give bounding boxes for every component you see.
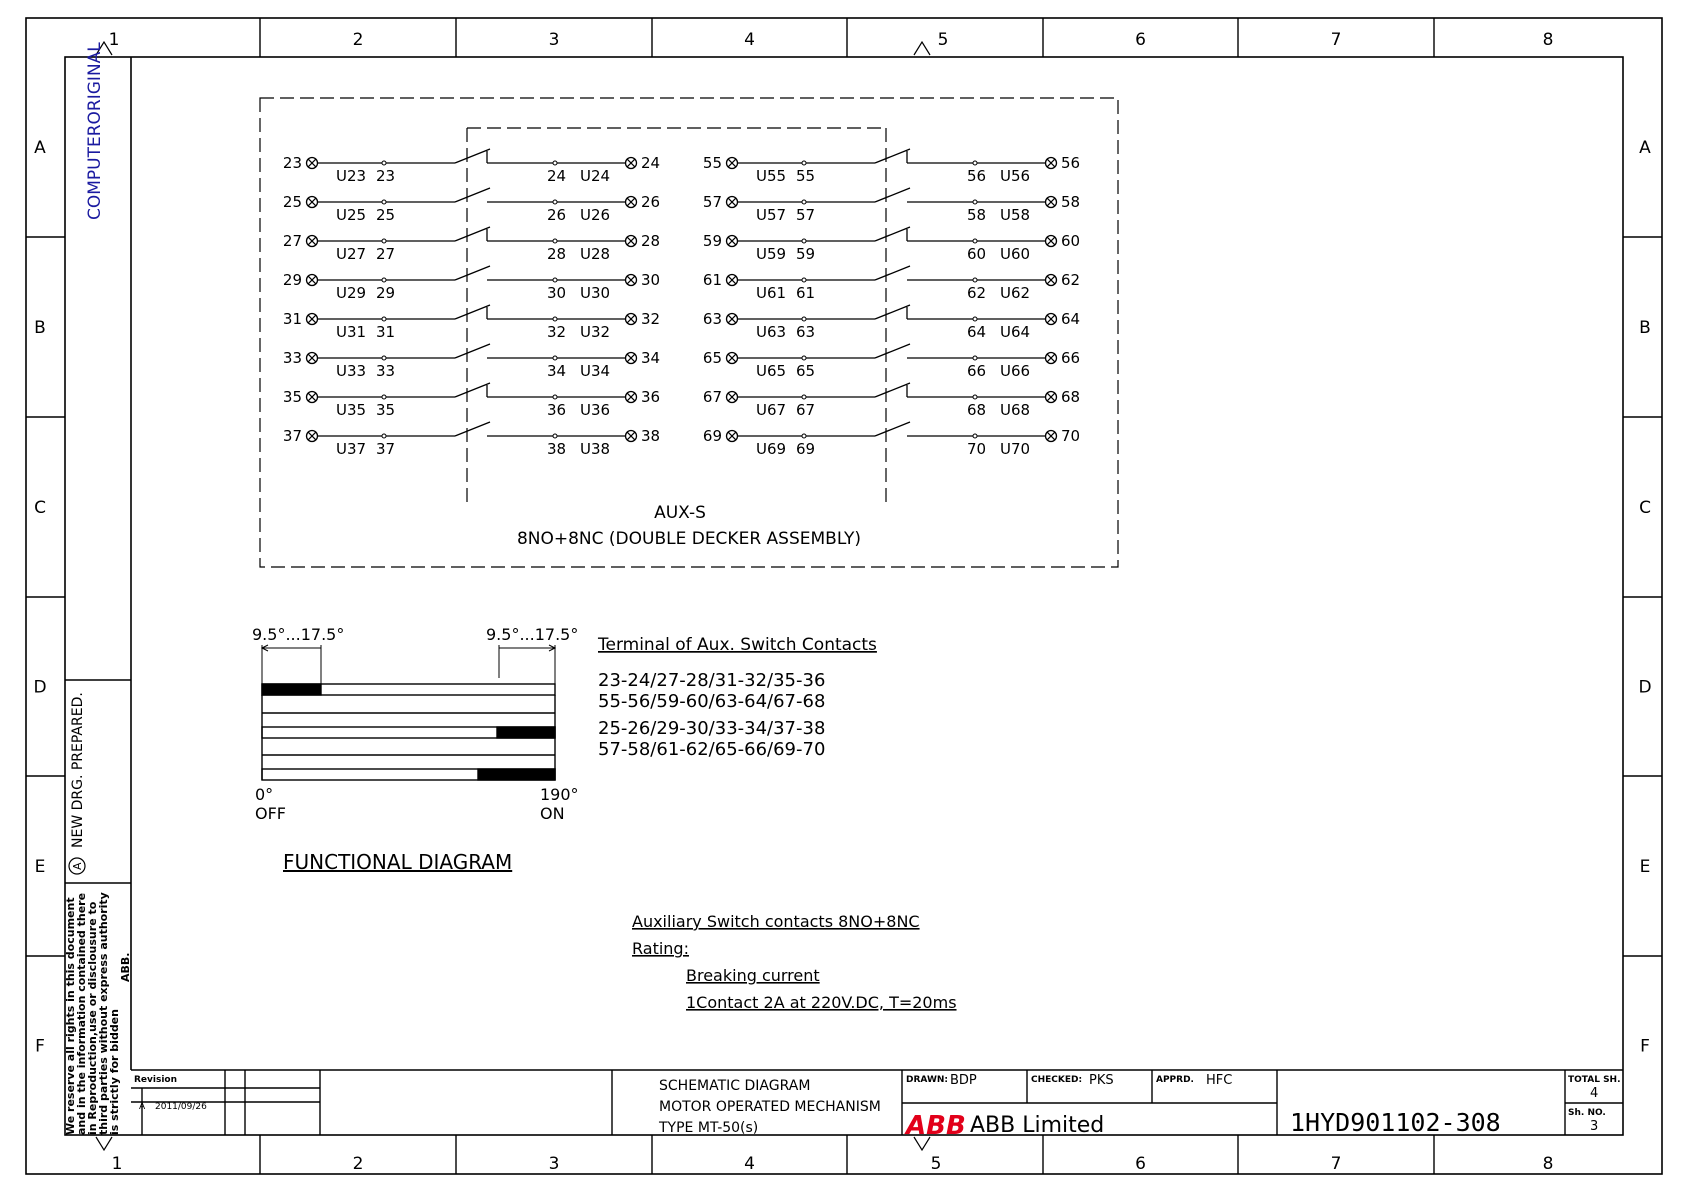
description-line-2: MOTOR OPERATED MECHANISM <box>659 1099 881 1115</box>
pin-label: 62 <box>967 284 987 302</box>
end-label: ON <box>540 804 565 823</box>
copyright-line: is strictly for bidden <box>108 1009 121 1135</box>
sheet-no-label: Sh. NO. <box>1568 1108 1606 1118</box>
terminal-heading: Terminal of Aux. Switch Contacts <box>598 635 877 655</box>
wire-label: U69 <box>756 440 787 458</box>
terminal-line-2: 55-56/59-60/63-64/67-68 <box>598 691 826 712</box>
terminal-number: 60 <box>1061 232 1081 250</box>
bar-3-fill <box>478 769 555 780</box>
column-label-bottom: 8 <box>1542 1154 1554 1174</box>
terminal-number: 26 <box>641 193 661 211</box>
wire-label: U34 <box>580 362 611 380</box>
row-markers-left <box>26 138 65 1057</box>
wire-label: U33 <box>336 362 367 380</box>
copyright-line: ABB. <box>119 952 132 982</box>
pin-label: 28 <box>547 245 567 263</box>
pin-label: 37 <box>376 440 396 458</box>
revision-mark: A <box>71 862 84 870</box>
pin-label: 36 <box>547 401 567 419</box>
wire-label: U55 <box>756 167 787 185</box>
terminal-number: 59 <box>702 232 722 250</box>
total-sheets: 4 <box>1590 1086 1599 1101</box>
wire-label: U31 <box>336 323 367 341</box>
column-label-top: 2 <box>352 30 364 50</box>
revision-date: 2011/09/26 <box>155 1102 207 1112</box>
terminal-number: 29 <box>282 271 302 289</box>
terminal-number: 55 <box>702 154 722 172</box>
wire-label: U28 <box>580 245 611 263</box>
wire-label: U25 <box>336 206 367 224</box>
total-sheets-label: TOTAL SH. <box>1568 1075 1621 1085</box>
terminal-number: 58 <box>1061 193 1081 211</box>
revision-header: Revision <box>134 1075 178 1085</box>
terminal-table <box>597 635 877 760</box>
pin-label: 63 <box>796 323 816 341</box>
terminal-number: 25 <box>282 193 302 211</box>
terminal-number: 70 <box>1061 427 1081 445</box>
wire-label: U23 <box>336 167 367 185</box>
dim-left: 9.5°...17.5° <box>252 625 345 644</box>
description-line-1: SCHEMATIC DIAGRAM <box>659 1078 811 1094</box>
copyright-line: We reserve all rights in this document <box>64 897 77 1135</box>
bar-2-fill <box>497 727 555 738</box>
wire-label: U56 <box>1000 167 1031 185</box>
row-label-left: E <box>34 857 46 877</box>
side-strip <box>64 42 132 1135</box>
description-line-3: TYPE MT-50(s) <box>659 1120 759 1136</box>
approved-value: HFC <box>1206 1073 1233 1088</box>
terminal-number: 30 <box>641 271 661 289</box>
terminal-number: 35 <box>282 388 302 406</box>
row-label-left: F <box>35 1036 45 1057</box>
terminal-number: 65 <box>702 349 722 367</box>
terminal-number: 27 <box>282 232 302 250</box>
checked-value: PKS <box>1089 1073 1114 1088</box>
column-label-bottom: 2 <box>352 1154 364 1174</box>
terminal-number: 56 <box>1061 154 1081 172</box>
terminal-number: 31 <box>282 310 302 328</box>
terminal-number: 62 <box>1061 271 1081 289</box>
pin-label: 38 <box>547 440 567 458</box>
row-label-left: C <box>34 498 46 518</box>
computeroriginal-stamp: COMPUTERORIGINAL <box>85 42 105 220</box>
terminal-number: 57 <box>702 193 722 211</box>
wire-label: U65 <box>756 362 787 380</box>
drawing-number: 1HYD901102-308 <box>1290 1108 1501 1137</box>
wire-label: U58 <box>1000 206 1031 224</box>
terminal-number: 33 <box>282 349 302 367</box>
sheet-no: 3 <box>1590 1119 1599 1134</box>
column-label-top: 8 <box>1542 30 1554 50</box>
wire-label: U62 <box>1000 284 1031 302</box>
wire-label: U37 <box>336 440 367 458</box>
wire-label: U70 <box>1000 440 1031 458</box>
functional-diagram <box>252 625 579 874</box>
column-label-top: 4 <box>744 30 755 50</box>
pin-label: 23 <box>376 167 396 185</box>
pin-label: 30 <box>547 284 567 302</box>
row-label-right: A <box>1639 138 1651 158</box>
column-label-bottom: 6 <box>1135 1154 1146 1174</box>
terminal-number: 66 <box>1061 349 1081 367</box>
terminal-line-3: 25-26/29-30/33-34/37-38 <box>598 718 826 739</box>
column-label-bottom: 1 <box>111 1154 123 1174</box>
row-label-left: A <box>34 138 46 158</box>
wire-label: U61 <box>756 284 787 302</box>
column-markers-top <box>109 18 1554 57</box>
wire-label: U64 <box>1000 323 1031 341</box>
pin-label: 59 <box>796 245 816 263</box>
checked-label: CHECKED: <box>1031 1075 1083 1085</box>
rating-line-3: Breaking current <box>686 966 820 985</box>
row-label-right: D <box>1638 677 1652 698</box>
wire-label: U57 <box>756 206 787 224</box>
revision-note: NEW DRG. PREPARED. <box>70 692 86 848</box>
aux-switch-contacts <box>283 149 1080 458</box>
wire-label: U38 <box>580 440 611 458</box>
pin-label: 25 <box>376 206 396 224</box>
pin-label: 67 <box>796 401 816 419</box>
terminal-number: 28 <box>641 232 661 250</box>
start-label: OFF <box>255 804 286 823</box>
pin-label: 70 <box>967 440 987 458</box>
wire-label: U29 <box>336 284 367 302</box>
pin-label: 56 <box>967 167 987 185</box>
rating-line-2: Rating: <box>632 939 689 958</box>
column-label-top: 7 <box>1330 30 1342 50</box>
pin-label: 32 <box>547 323 567 341</box>
aux-subtitle: 8NO+8NC (DOUBLE DECKER ASSEMBLY) <box>516 529 862 549</box>
wire-label: U36 <box>580 401 611 419</box>
pin-label: 66 <box>967 362 987 380</box>
start-angle: 0° <box>255 785 274 804</box>
terminal-number: 68 <box>1061 388 1081 406</box>
terminal-line-4: 57-58/61-62/65-66/69-70 <box>598 739 826 760</box>
terminal-number: 34 <box>641 349 661 367</box>
terminal-number: 64 <box>1061 310 1081 328</box>
column-label-top: 5 <box>937 30 949 50</box>
rating-line-1: Auxiliary Switch contacts 8NO+8NC <box>632 912 920 931</box>
revision-letter: A <box>139 1102 146 1112</box>
column-label-bottom: 7 <box>1330 1154 1342 1174</box>
functional-diagram-title: FUNCTIONAL DIAGRAM <box>283 850 513 874</box>
pin-label: 58 <box>967 206 987 224</box>
terminal-number: 63 <box>702 310 722 328</box>
pin-label: 57 <box>796 206 816 224</box>
wire-label: U59 <box>756 245 787 263</box>
wire-label: U24 <box>580 167 611 185</box>
row-label-right: C <box>1639 498 1651 518</box>
pin-label: 64 <box>967 323 987 341</box>
terminal-number: 37 <box>282 427 302 445</box>
pin-label: 26 <box>547 206 567 224</box>
terminal-line-1: 23-24/27-28/31-32/35-36 <box>598 670 826 691</box>
drawn-label: DRAWN: <box>906 1075 949 1085</box>
contact-bars <box>262 684 555 780</box>
wire-label: U26 <box>580 206 611 224</box>
terminal-number: 38 <box>641 427 661 445</box>
pin-label: 61 <box>796 284 816 302</box>
terminal-number: 36 <box>641 388 661 406</box>
wire-label: U63 <box>756 323 787 341</box>
pin-label: 65 <box>796 362 816 380</box>
pin-label: 27 <box>376 245 396 263</box>
pin-label: 29 <box>376 284 396 302</box>
row-markers-right <box>1623 138 1662 1057</box>
end-angle: 190° <box>540 785 579 804</box>
pin-label: 60 <box>967 245 987 263</box>
column-markers-bottom <box>112 1135 1554 1174</box>
rating-block <box>632 912 957 1012</box>
pin-label: 24 <box>547 167 567 185</box>
wire-label: U30 <box>580 284 611 302</box>
column-label-bottom: 4 <box>744 1154 755 1174</box>
dim-right: 9.5°...17.5° <box>486 625 579 644</box>
row-label-left: D <box>33 677 47 698</box>
row-label-left: B <box>34 318 46 338</box>
title-block <box>131 1070 1623 1141</box>
pin-label: 31 <box>376 323 396 341</box>
column-label-top: 1 <box>108 30 120 50</box>
column-label-bottom: 3 <box>548 1154 560 1174</box>
terminal-number: 61 <box>702 271 722 289</box>
abb-logo: ABB <box>906 1111 966 1141</box>
bar-1-fill <box>262 684 321 695</box>
terminal-number: 69 <box>702 427 722 445</box>
approved-label: APPRD. <box>1156 1075 1194 1085</box>
aux-title: AUX-S <box>654 503 706 523</box>
terminal-number: 23 <box>282 154 302 172</box>
terminal-number: 32 <box>641 310 661 328</box>
wire-label: U67 <box>756 401 787 419</box>
row-label-right: B <box>1639 318 1651 338</box>
drawn-value: BDP <box>950 1073 977 1088</box>
terminal-number: 24 <box>641 154 661 172</box>
copyright-notice <box>64 892 132 1135</box>
wire-label: U32 <box>580 323 611 341</box>
pin-label: 35 <box>376 401 396 419</box>
copyright-line: and in the information contained there <box>75 892 88 1135</box>
pin-label: 33 <box>376 362 396 380</box>
pin-label: 55 <box>796 167 816 185</box>
row-label-right: E <box>1639 857 1651 877</box>
wire-label: U35 <box>336 401 367 419</box>
wire-label: U27 <box>336 245 367 263</box>
terminal-number: 67 <box>702 388 722 406</box>
copyright-line: third parties without express authority <box>97 892 110 1135</box>
wire-label: U60 <box>1000 245 1031 263</box>
row-label-right: F <box>1640 1036 1650 1057</box>
pin-label: 34 <box>547 362 567 380</box>
column-label-top: 3 <box>548 30 560 50</box>
column-label-bottom: 5 <box>930 1154 942 1174</box>
company-name: ABB Limited <box>970 1113 1105 1138</box>
wire-label: U68 <box>1000 401 1031 419</box>
column-label-top: 6 <box>1135 30 1146 50</box>
pin-label: 68 <box>967 401 987 419</box>
wire-label: U66 <box>1000 362 1031 380</box>
copyright-line: in Reproduction,use or disclousure to <box>86 901 99 1135</box>
pin-label: 69 <box>796 440 816 458</box>
rating-line-4: 1Contact 2A at 220V.DC, T=20ms <box>686 993 957 1012</box>
